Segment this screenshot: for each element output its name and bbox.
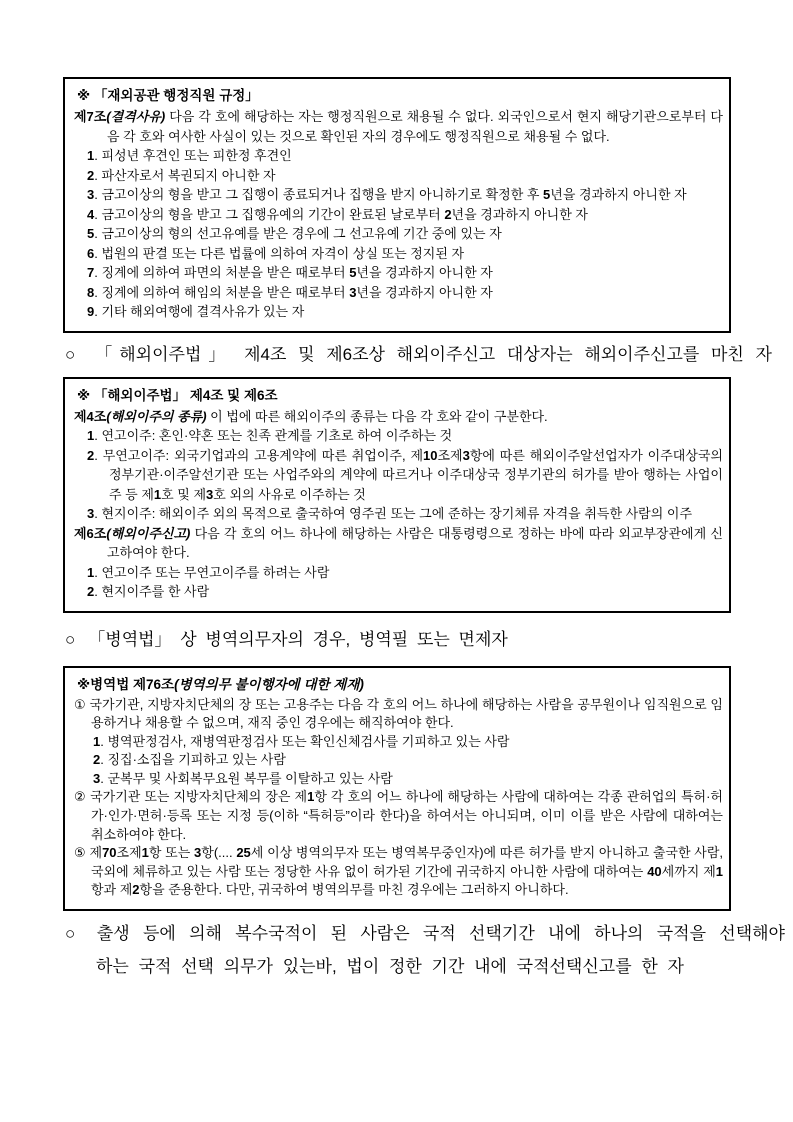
circle-bullet-marker: ○	[65, 629, 76, 649]
box-title-subject: (병역의무 불이행자에 대한 제재)	[174, 676, 364, 692]
box-title: ※ 「해외이주법」 제4조 및 제6조	[77, 387, 278, 403]
bullet-text: 출생 등에 의해 복수국적이 된 사람은 국적 선택기간 내에 하나의 국적을 선택해야	[96, 924, 785, 944]
article-6	[74, 524, 723, 563]
article-text: 다음 각 호의 어느 하나에 해당하는 사람은 대통령령으로 정하는 바에 따라 외교부장관에게 신고하여야 한다.	[107, 525, 723, 560]
bullet-line	[65, 917, 785, 950]
box-body	[74, 107, 723, 322]
list-item: 5. 금고이상의 형의 선고유예를 받은 경우에 그 선고유예 기간 중에 있는 자	[87, 226, 502, 241]
list-item: 3. 현지이주: 해외이주 외의 목적으로 출국하여 영주권 또는 그에 준하는 장기체류 자격을 취득한 사람의 이주	[87, 506, 693, 521]
box-body	[74, 407, 723, 602]
article-text: 이 법에 따른 해외이주의 종류는 다음 각 호와 같이 구분한다.	[206, 408, 548, 424]
article-text: 다음 각 호에 해당하는 자는 행정직원으로 채용될 수 없다. 외국인으로서 현지 해당기관으로부터 다음 각 호와 여사한 사실이 있는 것으로 확인된 자의 경우에도 행정직원으로 채용될 수 없다.	[107, 109, 723, 144]
bullet-text: 「병역법」 상 병역의무자의 경우, 병역필 또는 면제자	[88, 629, 508, 649]
clause-5: ⑤ 제70조제1항 또는 3항(.... 25세 이상 병역의무자 또는 병역복무중인자)에 따른 허가를 받지 아니하고 출국한 사람, 국외에 체류하고 있는 사람 또는 정당한 사유 없이 허가된 기간에 귀국하지 아니한 사람에 대하여는 40세까지 제1항과 제2항을 준용한다. 다만, 귀국하여 병역의무를 마친 경우에는 그러하지 아니하다.	[74, 845, 723, 898]
list-item: 3. 금고이상의 형을 받고 그 집행이 종료되거나 집행을 받지 아니하기로 확정한 후 5년을 경과하지 아니한 자	[87, 187, 687, 202]
article-subject: (해외이주의 종류)	[106, 408, 207, 424]
article-number: 제7조	[74, 109, 107, 124]
list-item: 2. 파산자로서 복권되지 아니한 자	[87, 167, 276, 183]
bullet-item-military-service	[65, 627, 772, 652]
list-item: 1. 피성년 후견인 또는 피한정 후견인	[87, 148, 292, 163]
list-item: 7. 징계에 의하여 파면의 처분을 받은 때로부터 5년을 경과하지 아니한 자	[87, 265, 493, 280]
list-item: 6. 법원의 판결 또는 다른 법률에 의하여 자격이 상실 또는 정지된 자	[87, 245, 465, 261]
box-title-number: ※병역법 제76조	[77, 676, 175, 692]
regulation-box-overseas-mission-staff	[63, 77, 731, 333]
list-item: 8. 징계에 의하여 해임의 처분을 받은 때로부터 3년을 경과하지 아니한 자	[87, 284, 493, 300]
clause-1: ① 국가기관, 지방자치단체의 장 또는 고용주는 다음 각 호의 어느 하나에 해당하는 사람을 공무원이나 임직원으로 임용하거나 채용할 수 없으며, 재직 중인 경우에는 해직하여야 한다.	[74, 696, 723, 731]
article-number: 제4조	[74, 408, 107, 424]
article-subject: (해외이주신고)	[106, 525, 191, 541]
box-title	[74, 673, 723, 696]
list-item: 9. 기타 해외여행에 결격사유가 있는 자	[87, 304, 305, 319]
box-title: ※ 「재외공관 행정직원 규정」	[77, 88, 259, 103]
list-item: 4. 금고이상의 형을 받고 그 집행유예의 기간이 완료된 날로부터 2년을 경과하지 아니한 자	[87, 206, 588, 222]
bullet-line: 하는 국적 선택 의무가 있는바, 법이 정한 기간 내에 국적선택신고를 한 자	[96, 957, 684, 977]
list-item: 1. 연고이주: 혼인·약혼 또는 친족 관계를 기초로 하여 이주하는 것	[87, 428, 453, 443]
list-item: 1. 연고이주 또는 무연고이주를 하려는 사람	[87, 564, 330, 580]
bullet-text: 「해외이주법」 제4조 및 제6조상 해외이주신고 대상자는 해외이주신고를 마친 자	[95, 344, 772, 364]
box-body	[74, 696, 723, 901]
circle-bullet-marker: ○	[65, 924, 84, 944]
article-subject: (결격사유)	[106, 109, 166, 124]
article-number: 제6조	[74, 525, 107, 541]
bullet-item-dual-nationality	[65, 917, 785, 983]
list-item: 1. 병역판정검사, 재병역판정검사 또는 확인신체검사를 기피하고 있는 사람	[93, 733, 510, 749]
regulation-box-military-service-act	[63, 666, 731, 912]
list-item: 2. 현지이주를 한 사람	[87, 584, 210, 599]
clause-2: ② 국가기관 또는 지방자치단체의 장은 제1항 각 호의 어느 하나에 해당하는 사람에 대하여는 각종 관허업의 특허·허가·인가·면허·등록 또는 지정 등(이하 “특허등”이라 한다)을 하여서는 아니되며, 이미 이를 받은 사람에 대하여는 취소하여야 한다.	[74, 789, 723, 842]
regulation-box-emigration-act	[63, 377, 731, 613]
bullet-item-emigration	[65, 342, 772, 367]
article-7	[74, 107, 723, 146]
circle-bullet-marker: ○	[65, 344, 83, 364]
list-item: 2. 무연고이주: 외국기업과의 고용계약에 따른 취업이주, 제10조제3항에 따른 해외이주알선업자가 이주대상국의 정부기관·이주알선기관 또는 사업주와의 계약에 따르거나 이주대상국 정부기관의 허가를 받아 행하는 사업이주 등 제1호 및 제3호 외의 사유로 이주하는 것	[87, 447, 723, 502]
article-4	[74, 407, 723, 427]
list-item: 2. 징집·소집을 기피하고 있는 사람	[93, 752, 286, 768]
list-item: 3. 군복무 및 사회복무요원 복무를 이탈하고 있는 사람	[93, 770, 393, 786]
